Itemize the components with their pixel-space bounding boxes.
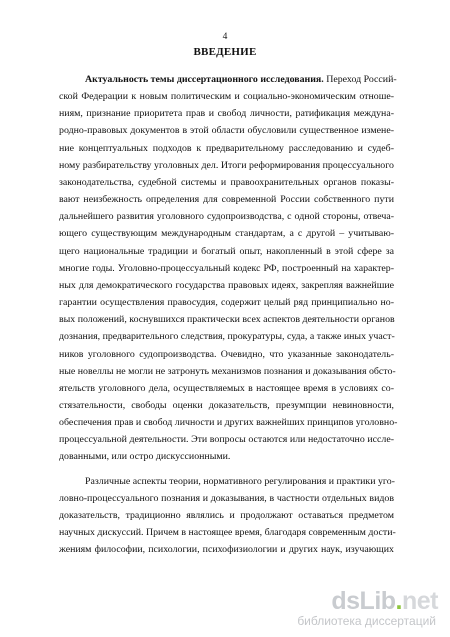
text-line: многие годы. Уголовно-процессуальный кодекс РФ, построенный на характер-	[59, 262, 394, 274]
text-line: ные новеллы не могли не затронуть механизмов познания и доказывания обсто-	[59, 365, 396, 377]
logo-dot: .	[395, 587, 402, 615]
text-line: вых положений, коснувшихся практически всех аспектов деятельности органов	[59, 314, 395, 326]
text-line	[59, 71, 397, 88]
text-line: законодательства, судебной системы и правоохранительных органов показы-	[59, 176, 394, 188]
text-line: обеспечения прав и свобод личности и других важнейших принципов уголовно-	[59, 417, 398, 429]
text-line: родно-правовых документов в этой области обусловили существенное измене-	[59, 125, 394, 137]
text-line: вают неизбежность определения для современной России собственного пути	[59, 194, 394, 206]
text-line: гарантии осуществления правосудия, содержит целый ряд принципиально но-	[59, 297, 394, 309]
document-body	[59, 71, 398, 558]
bold-lead: Актуальность темы диссертационного исследования.	[85, 74, 324, 85]
text-line: научных дискуссий. Причем в настоящее время, благодаря современным дости-	[59, 527, 396, 539]
dslib-logo	[331, 587, 438, 616]
text-line: ному разбирательству уголовных дел. Итоги реформирования процессуального	[59, 159, 394, 171]
text-line: доказательств, традиционно являлись и продолжают оставаться предметом	[59, 509, 394, 521]
watermark-subtitle: библиотека диссертаций	[297, 614, 436, 628]
text-line: дованными, или остро дискуссионными.	[59, 451, 231, 463]
text-line: ловно-процессуального познания и доказывания, в частности отдельных видов	[59, 492, 394, 504]
paragraph-2	[59, 473, 394, 559]
text-line: дознания, предварительного следствия, прокуратуры, суда, а также иных участ-	[59, 331, 395, 343]
text-line: жениям философии, психологии, психофизиологии и других наук, изучающих	[59, 544, 394, 556]
text-line-fragment: Переход Россий-	[323, 74, 397, 85]
logo-main: dsLib	[331, 587, 396, 615]
logo-tld: net	[402, 587, 438, 615]
text-line: дальнейшего развития уголовного судопроизводства, с одной стороны, отвеча-	[59, 211, 394, 223]
text-line: ской Федерации к новым политическим и социально-экономическим отноше-	[59, 91, 394, 103]
text-line: стязательности, свободы оценки доказательств, презумпции невиновности,	[59, 399, 394, 411]
text-line: Различные аспекты теории, нормативного регулирования и практики уго-	[85, 475, 395, 487]
paragraph-1	[59, 71, 398, 466]
text-line: ных для демократического государства правовых идеях, закрепляя важнейшие	[59, 279, 394, 291]
section-heading: ВВЕДЕНИЕ	[193, 46, 257, 58]
text-line: ниям, признание приоритета прав и свобод личности, ратификация междуна-	[59, 108, 394, 120]
text-line: ников уголовного судопроизводства. Очевидно, что указанные законодатель-	[59, 348, 394, 360]
text-line: ющего существующим международным стандартам, а с другой – учитываю-	[59, 228, 394, 240]
page-number: 4	[222, 32, 228, 42]
dslib-watermark	[290, 587, 440, 631]
text-line: процессуальной деятельности. Эти вопросы остаются или недостаточно иссле-	[59, 434, 394, 446]
text-line: ятельств уголовного дела, осуществляемых в настоящее время в условиях со-	[59, 382, 394, 394]
text-line: ние концептуальных подходов к предварительному расследованию и судеб-	[59, 142, 394, 154]
text-line: щего национальные традиции и богатый опыт, накопленный в этой сфере за	[59, 245, 394, 257]
